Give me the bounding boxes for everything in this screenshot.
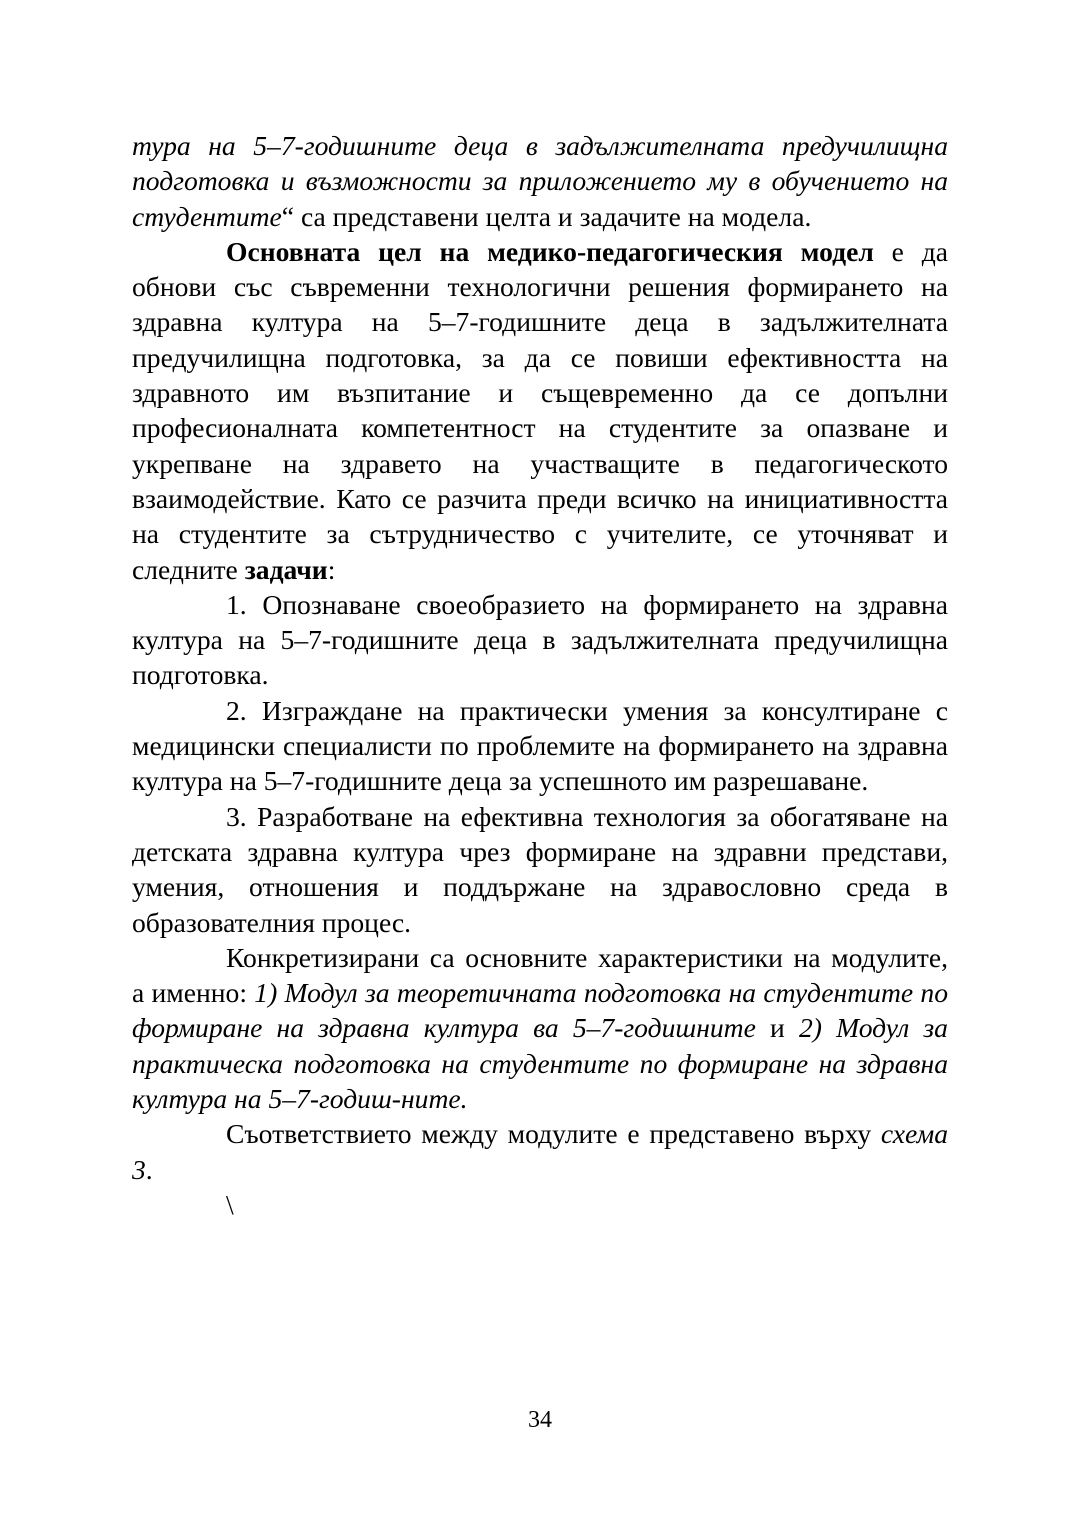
- punctuation: :: [327, 553, 336, 585]
- body-text: [132, 128, 948, 1222]
- page-number: 34: [528, 1407, 552, 1433]
- bold-heading: Основната цел на медико-педагогическия модел: [226, 235, 874, 267]
- bold-keyword: задачи: [244, 553, 328, 585]
- paragraph-modules: [132, 940, 948, 1116]
- paragraph-scheme: [132, 1116, 948, 1187]
- paragraph-text: е да обнови със съвременни технологични решения формирането на здравна култура на 5–7-годишните деца в задължителната предучилищна подготовка, за да се повиши ефективността на здравното им възпитание и същевременно да се допълни професионалната компетентност на студентите за опазване и укрепване на здравето на участващите в педагогическото взаимодействие. Като се разчита преди всичко на инициативността на студентите за сътрудничество с учителите, се уточняват и следните: [132, 235, 948, 585]
- task-item-1: 1. Опознаване своеобразието на формирането на здравна култура на 5–7-годишните деца в задължителната предучилищна подготовка.: [132, 588, 948, 691]
- paragraph-text: Съответствието между модулите е представено върху: [226, 1118, 881, 1150]
- stray-backslash: \: [226, 1188, 234, 1220]
- module-2-title: 2) Модул за практическа подготовка на студентите по формиране на здравна култура на 5–7-годиш-ните.: [132, 1012, 948, 1115]
- scheme-reference: схема 3: [132, 1118, 948, 1185]
- task-item-3: 3. Разработване на ефективна технология за обогатяване на детската здравна култура чрез формиране на здравни представи, умения, отношения и поддържане на здравословно среда в образователния процес.: [132, 800, 948, 938]
- paragraph-text: Конкретизирани са основните характеристики на модулите, а именно:: [132, 941, 948, 1009]
- paragraph-continuation: [132, 128, 948, 234]
- task-item-2: 2. Изграждане на практически умения за консултиране с медицински специалисти по проблемите на формирането на здравна култура на 5–7-годишните деца за успешното им разрешаване.: [132, 694, 948, 797]
- punctuation: .: [145, 1153, 153, 1185]
- conjunction: и: [755, 1012, 799, 1044]
- paragraph-goal: [132, 234, 948, 587]
- module-1-title: 1) Модул за теоретичната подготовка на студентите по формиране на здравна култура ва 5–7-годишните: [132, 977, 948, 1044]
- paragraph-text: “ са представени целта и задачите на модела.: [281, 200, 812, 232]
- italic-title-continuation: тура на 5–7-годишните деца в задължителната предучилищна подготовка и възможности за приложението му в обучението на студентите: [132, 130, 948, 232]
